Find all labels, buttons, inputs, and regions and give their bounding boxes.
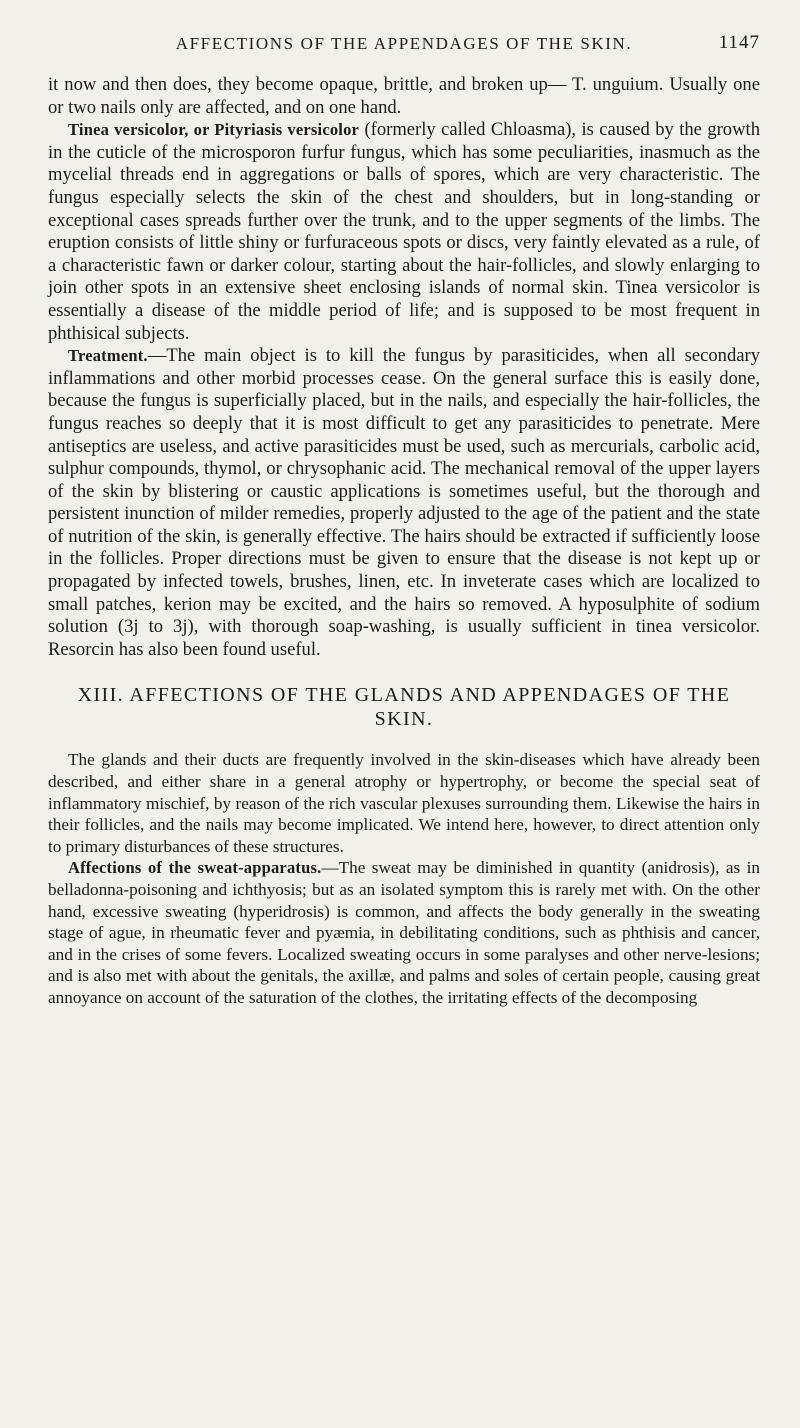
running-head xyxy=(48,30,760,58)
paragraph-text-tinea: (formerly called Chloasma), is caused by the growth in the cuticle of the microsporon furfur fungus, which has some peculiarities, inasmuch as the mycelial threads end in aggregations or balls of spores, which are very characteristic. The fungus especially selects the skin of the chest and shoulders, but in long-standing or exceptional cases spreads further over the trunk, and to the upper segments of the limbs. The eruption consists of little shiny or furfuraceous spots or discs, very faintly elevated as a rule, of a characteristic fawn or darker colour, starting about the hair-follicles, and slowly enlarging to join other spots in an extensive sheet enclosing islands of normal skin. Tinea versicolor is essentially a disease of the middle period of life; and is supposed to be most frequent in phthisical subjects. xyxy=(48,119,760,344)
page-number: 1147 xyxy=(718,32,760,53)
paragraph-text-treatment: —The main object is to kill the fungus by parasiticides, when all secondary inflammations and other morbid processes cease. On the general surface this is easily done, because the fungus is superficially placed, but in the nails, and especially the hair-follicles, the fungus reaches so deeply that it is most difficult to get any parasiticides to penetrate. Mere antiseptics are useless, and active parasiticides must be used, such as mercurials, carbolic acid, sulphur compounds, thymol, or chrysophanic acid. The mechanical removal of the upper layers of the skin by blistering or caustic applications is sometimes useful, but the thorough and persistent inunction of milder remedies, properly adjusted to the age of the patient and the state of nutrition of the skin, is generally effective. The hairs should be extracted if sufficiently loose in the follicles. Proper directions must be given to ensure that the disease is not kept up or propagated by infected towels, brushes, linen, etc. In inveterate cases which are localized to small patches, kerion may be excited, and the hairs so removed. A hyposulphite of sodium solution (3j to 3j), with thorough soap-washing, is usually sufficient in tinea versicolor. Resorcin has also been found useful. xyxy=(48,345,760,660)
paragraph-continuation: it now and then does, they become opaque, brittle, and broken up— T. unguium. Usually one or two nails only are affected, and on one hand. xyxy=(48,74,760,118)
paragraph-glands-intro: The glands and their ducts are frequently involved in the skin-diseases which have already been described, and either share in a general atrophy or hypertrophy, or become the special seat of inflammatory mischief, by reason of the rich vascular plexuses surrounding them. Likewise the hairs in their follicles, and the nails may become implicated. We intend here, however, to direct attention only to primary disturbances of these structures. xyxy=(48,750,760,856)
paragraph-treatment xyxy=(48,345,760,661)
body-text xyxy=(48,74,760,1009)
paragraph-text-sweat: —The sweat may be diminished in quantity (anidrosis), as in belladonna-poisoning and ichthyosis; but as an isolated symptom this is rarely met with. On the other hand, excessive sweating (hyperidrosis) is common, and affects the body generally in the sweating stage of ague, in rheumatic fever and pyæmia, in debilitating conditions, such as phthisis and cancer, and in the crises of some fevers. Localized sweating occurs in some paralyses and other nerve-lesions; and is also met with about the genitals, the axillæ, and palms and soles of certain people, causing great annoyance on account of the saturation of the clothes, the irritating effects of the decomposing xyxy=(48,858,761,1007)
paragraph-tinea-versicolor xyxy=(48,119,760,345)
paragraph-sweat-apparatus xyxy=(48,857,760,1008)
run-in-heading-sweat: Affections of the sweat-apparatus. xyxy=(68,858,322,878)
run-in-heading-tinea: Tinea versicolor, or Pityriasis versicolor xyxy=(68,120,360,140)
run-in-heading-treatment: Treatment. xyxy=(68,346,148,366)
section-heading: XIII. AFFECTIONS OF THE GLANDS AND APPENDAGES OF THE SKIN. xyxy=(77,684,731,731)
running-title: AFFECTIONS OF THE APPENDAGES OF THE SKIN. xyxy=(175,34,633,53)
